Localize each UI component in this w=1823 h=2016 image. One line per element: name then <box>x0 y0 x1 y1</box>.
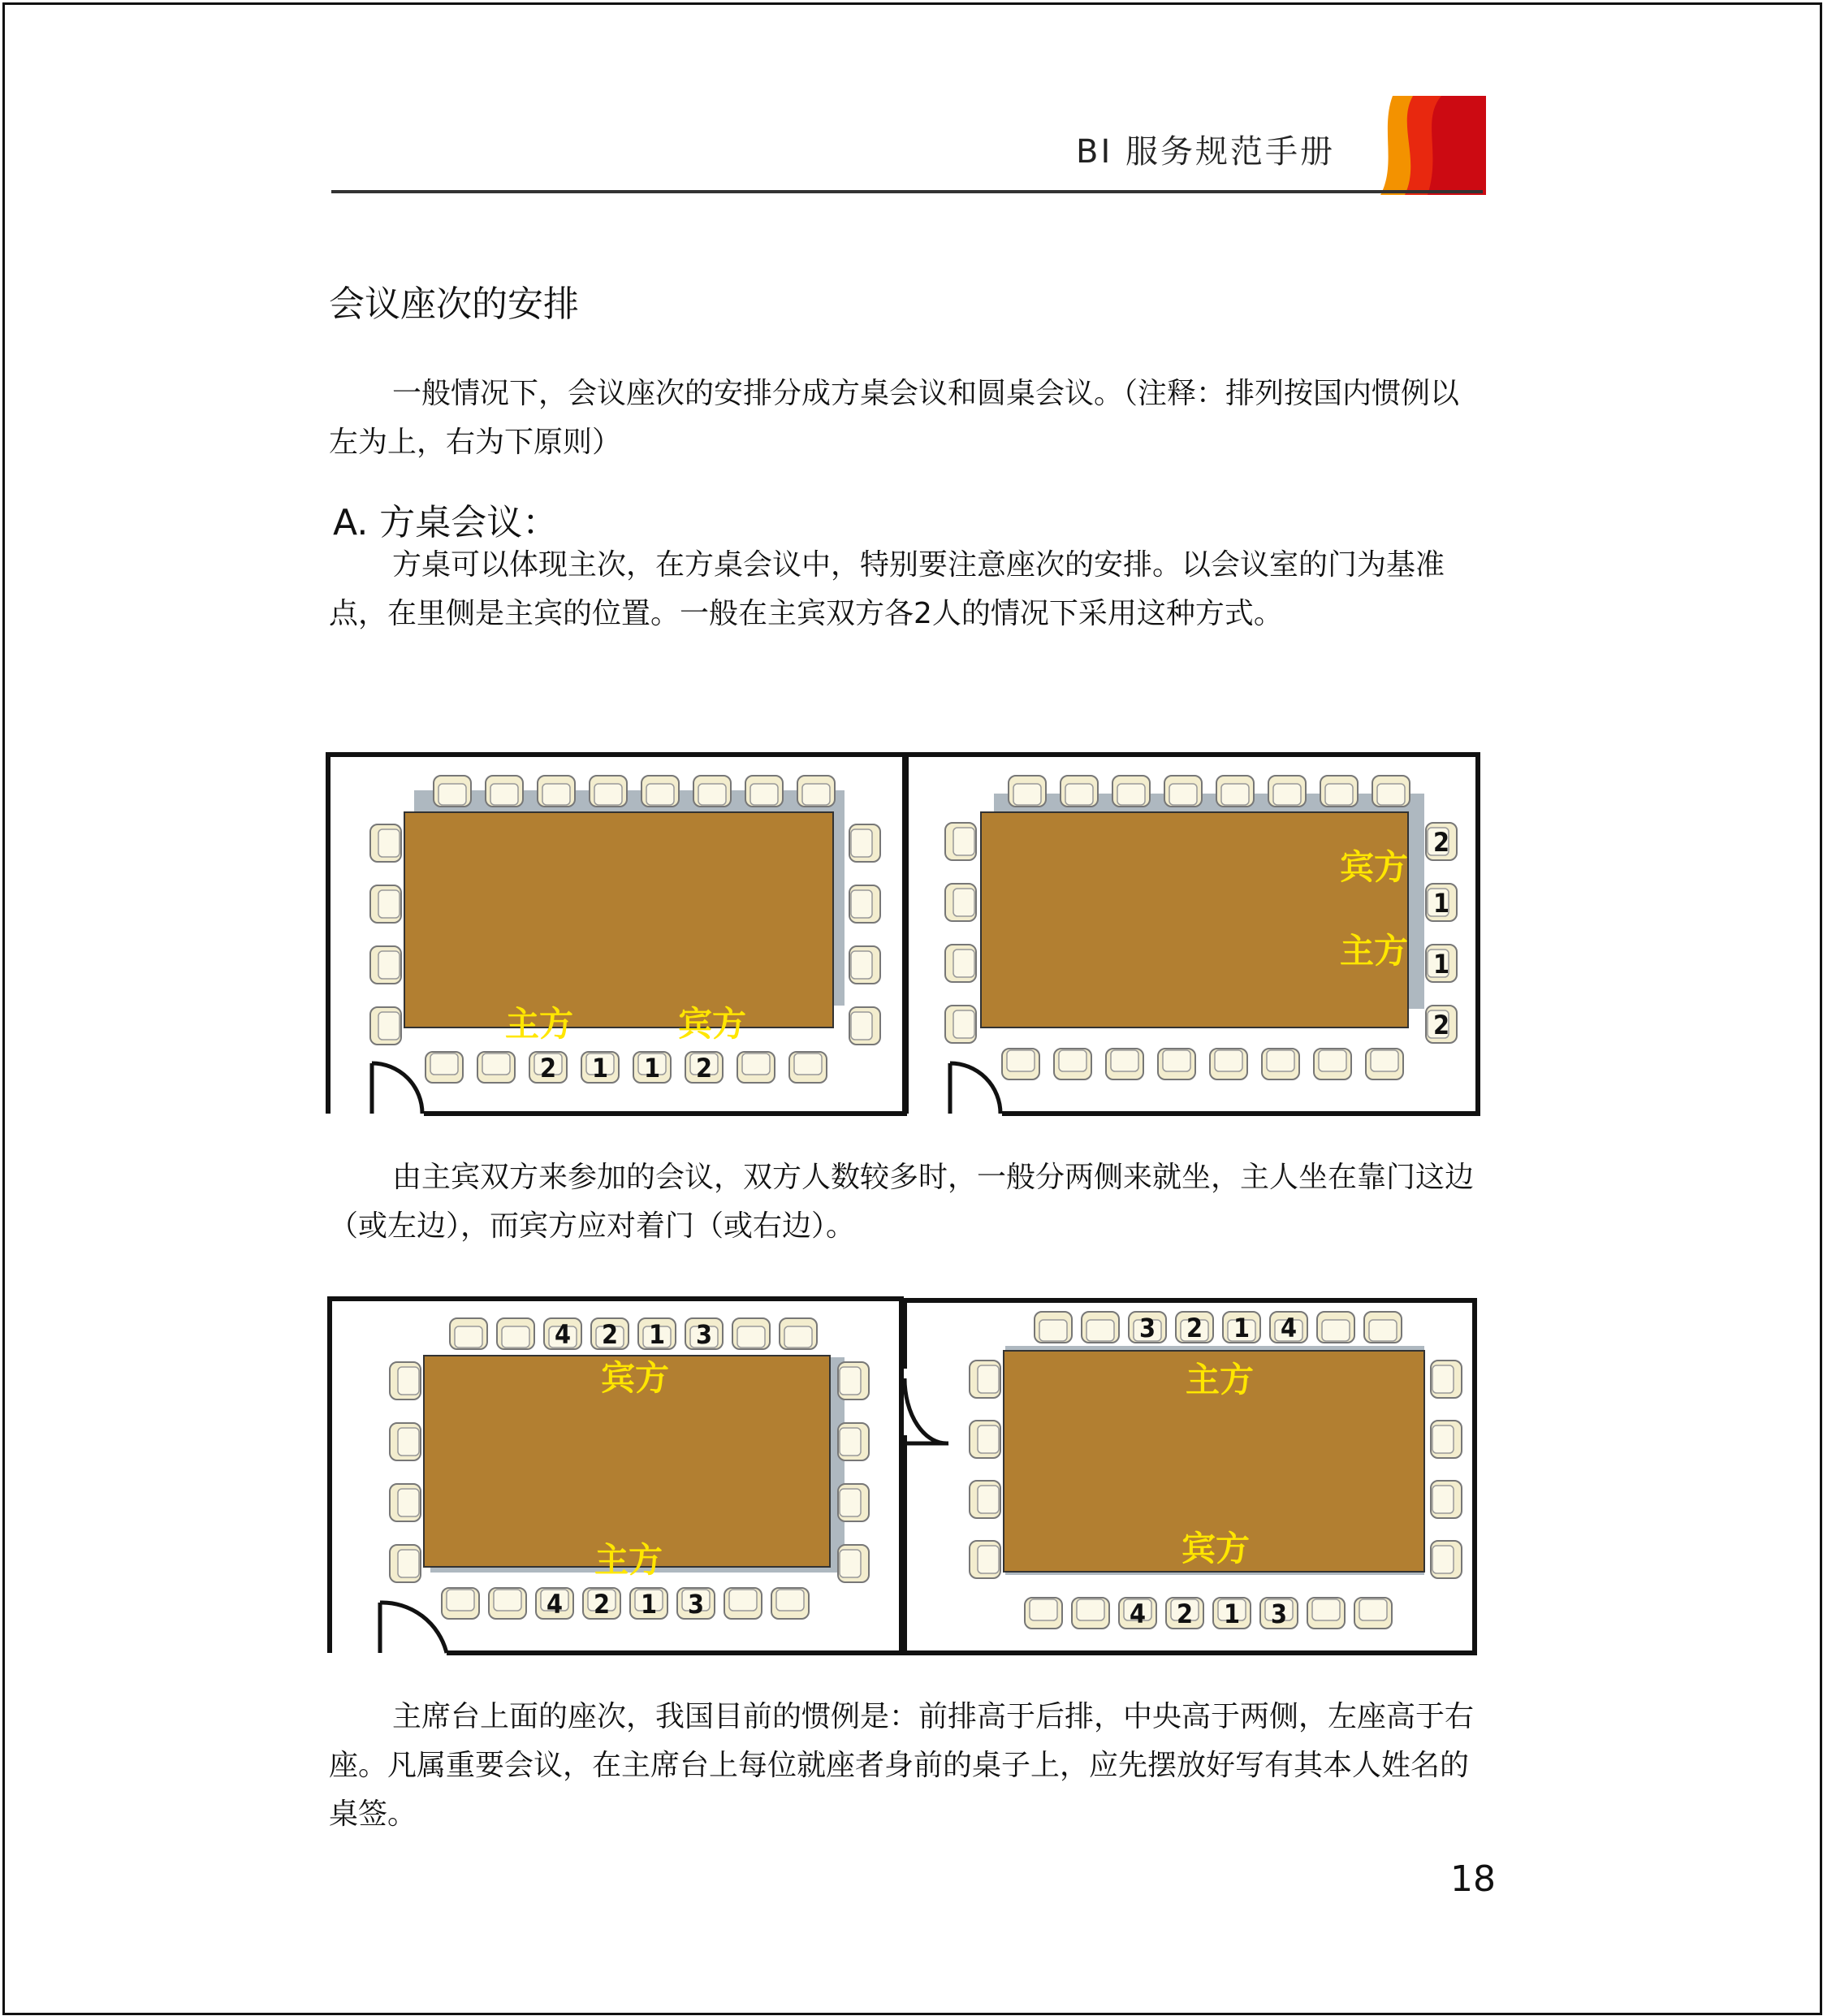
numbered-seat <box>529 1052 567 1084</box>
seating-diagram-2 <box>903 751 1481 1117</box>
seat <box>390 1545 421 1582</box>
seat <box>732 1318 770 1349</box>
host-label: 主方 <box>1186 1360 1255 1400</box>
guest-label: 宾方 <box>1340 847 1409 887</box>
seat-number: 3 <box>687 1589 705 1620</box>
seat <box>737 1052 775 1083</box>
seat <box>590 776 627 807</box>
seating-diagram-3 <box>326 1296 905 1656</box>
seat <box>1072 1598 1109 1629</box>
seat <box>1366 1049 1403 1079</box>
seat <box>642 776 679 807</box>
seat <box>1262 1049 1299 1079</box>
seat <box>771 1588 809 1619</box>
seat-number: 1 <box>591 1053 609 1084</box>
numbered-seat <box>1166 1598 1203 1629</box>
seat-number: 1 <box>648 1319 666 1350</box>
paragraph-two-sides <box>329 1153 1482 1251</box>
seat-number: 2 <box>539 1053 557 1084</box>
seat <box>1164 776 1202 807</box>
seat <box>693 776 731 807</box>
seat <box>797 776 835 807</box>
seat <box>390 1423 421 1460</box>
seat <box>970 1421 1000 1458</box>
seat-number: 4 <box>546 1589 564 1620</box>
seat <box>1002 1049 1039 1079</box>
seat <box>1372 776 1410 807</box>
seat <box>745 776 783 807</box>
seat <box>1314 1049 1351 1079</box>
seat <box>1364 1312 1402 1343</box>
seat <box>849 824 880 862</box>
subsection-title: A. 方桌会议： <box>333 502 559 543</box>
seat-number: 4 <box>554 1319 572 1350</box>
seat <box>945 945 976 982</box>
seat <box>370 946 401 984</box>
paragraph-square-table-text: 方桌可以体现主次，在方桌会议中，特别要注意座次的安排。以会议室的门为基准点，在里侧是主宾的位置。一般在主宾双方各2人的情况下采用这种方式。 <box>329 548 1445 630</box>
numbered-seat <box>536 1588 573 1620</box>
seat-number: 4 <box>1280 1313 1298 1343</box>
header-rule <box>331 190 1483 193</box>
host-label: 主方 <box>594 1540 663 1580</box>
paragraph-podium-text: 主席台上面的座次，我国目前的惯例是：前排高于后排，中央高于两侧，左座高于右座。凡属重要会议，在主席台上每位就座者身前的桌子上，应先摆放好写有其本人姓名的桌签。 <box>329 1700 1475 1831</box>
seat-number: 1 <box>1432 888 1450 919</box>
seat <box>489 1588 526 1619</box>
numbered-seat <box>685 1052 723 1084</box>
seat <box>724 1588 762 1619</box>
seat <box>370 824 401 862</box>
seat <box>1158 1049 1195 1079</box>
seat <box>838 1545 869 1582</box>
numbered-seat <box>1260 1598 1298 1629</box>
numbered-seat <box>633 1052 671 1084</box>
seat-number: 3 <box>1270 1599 1288 1629</box>
seat-number: 2 <box>1432 827 1450 858</box>
seat <box>370 1007 401 1045</box>
page-number: 18 <box>1450 1858 1496 1900</box>
numbered-seat <box>685 1318 723 1350</box>
seat-number: 2 <box>1432 1010 1450 1040</box>
seating-diagram-4 <box>901 1297 1478 1656</box>
numbered-seat <box>1213 1598 1251 1629</box>
seat <box>1054 1049 1091 1079</box>
seat <box>1082 1312 1119 1343</box>
seat <box>1035 1312 1072 1343</box>
seat-number: 2 <box>695 1053 713 1084</box>
seat <box>1025 1598 1062 1629</box>
seat-number: 2 <box>593 1589 611 1620</box>
seat-number: 3 <box>695 1319 713 1350</box>
numbered-seat <box>677 1588 715 1620</box>
seat-number: 1 <box>1233 1313 1251 1343</box>
seat <box>789 1052 827 1083</box>
numbered-seat <box>630 1588 667 1620</box>
seat <box>1431 1541 1462 1578</box>
seat <box>497 1318 534 1349</box>
seat <box>945 823 976 860</box>
numbered-seat <box>1223 1312 1260 1343</box>
seat <box>370 885 401 923</box>
guest-label: 宾方 <box>1181 1529 1251 1568</box>
seat <box>1216 776 1254 807</box>
seat <box>1354 1598 1392 1629</box>
host-label: 主方 <box>1340 931 1409 971</box>
paragraph-podium <box>329 1693 1482 1839</box>
seat <box>538 776 575 807</box>
guest-label: 宾方 <box>601 1358 670 1398</box>
seating-diagram-1 <box>325 751 908 1117</box>
seat <box>390 1362 421 1400</box>
section-title: 会议座次的安排 <box>329 283 579 325</box>
seat <box>945 884 976 921</box>
seat <box>849 1007 880 1045</box>
seat <box>1307 1598 1345 1629</box>
seat <box>1320 776 1358 807</box>
seat-number: 3 <box>1138 1313 1156 1343</box>
header-swoosh-logo <box>1364 96 1486 195</box>
seat <box>477 1052 515 1083</box>
seat-number: 1 <box>643 1053 661 1084</box>
seat <box>1268 776 1306 807</box>
seat <box>838 1484 869 1521</box>
seat <box>838 1423 869 1460</box>
seat <box>1431 1361 1462 1398</box>
seat <box>1317 1312 1354 1343</box>
numbered-seat <box>1176 1312 1213 1343</box>
header-title: BI 服务规范手册 <box>1076 133 1335 171</box>
paragraph-intro-text: 一般情况下，会议座次的安排分成方桌会议和圆桌会议。（注释：排列按国内惯例以左为上，右为下原则） <box>329 377 1460 459</box>
numbered-seat <box>1426 945 1457 982</box>
host-label: 主方 <box>505 1004 574 1044</box>
numbered-seat <box>1426 823 1457 860</box>
meeting-table <box>404 812 833 1027</box>
seat <box>970 1481 1000 1518</box>
numbered-seat <box>591 1318 629 1350</box>
seat-number: 2 <box>1176 1599 1194 1629</box>
paragraph-two-sides-text: 由主宾双方来参加的会议，双方人数较多时，一般分两侧来就坐，主人坐在靠门这边（或左边），而宾方应对着门（或右边）。 <box>329 1161 1475 1243</box>
seat-number: 4 <box>1129 1599 1147 1629</box>
meeting-table <box>981 812 1408 1027</box>
numbered-seat <box>1129 1312 1166 1343</box>
numbered-seat <box>638 1318 676 1350</box>
paragraph-intro <box>329 370 1482 467</box>
seat <box>442 1588 479 1619</box>
seat <box>838 1362 869 1400</box>
seat <box>1431 1481 1462 1518</box>
guest-label: 宾方 <box>678 1004 747 1044</box>
seat <box>426 1052 463 1083</box>
seat <box>1061 776 1098 807</box>
seat <box>1106 1049 1143 1079</box>
seat <box>1431 1421 1462 1458</box>
seat <box>1210 1049 1247 1079</box>
numbered-seat <box>1270 1312 1307 1343</box>
seat <box>450 1318 487 1349</box>
numbered-seat <box>1426 884 1457 921</box>
seat <box>434 776 471 807</box>
seat <box>970 1541 1000 1578</box>
paragraph-square-table <box>329 541 1482 638</box>
seat-number: 1 <box>1432 949 1450 980</box>
seat-number: 2 <box>601 1319 619 1350</box>
numbered-seat <box>583 1588 620 1620</box>
numbered-seat <box>1119 1598 1156 1629</box>
numbered-seat <box>544 1318 581 1350</box>
seat <box>1009 776 1046 807</box>
seat <box>780 1318 817 1349</box>
numbered-seat <box>1426 1006 1457 1043</box>
seat <box>945 1006 976 1043</box>
seat <box>849 946 880 984</box>
seat <box>486 776 523 807</box>
numbered-seat <box>581 1052 619 1084</box>
seat-number: 1 <box>640 1589 658 1620</box>
seat <box>1112 776 1150 807</box>
seat <box>849 885 880 923</box>
seat <box>970 1361 1000 1398</box>
seat <box>390 1484 421 1521</box>
seat-number: 2 <box>1186 1313 1203 1343</box>
seat-number: 1 <box>1223 1599 1241 1629</box>
